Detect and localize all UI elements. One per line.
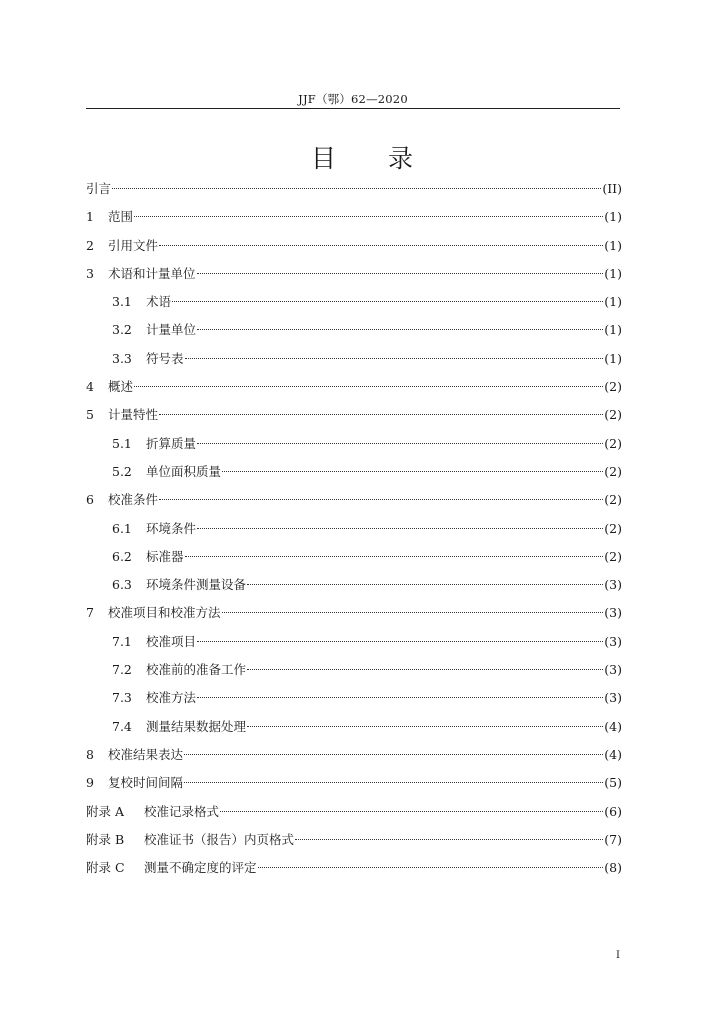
- toc-entry-label: 校准条件: [108, 492, 159, 508]
- document-header-code: JJF（鄂）62—2020: [298, 92, 408, 106]
- toc-entry-label: 折算质量: [146, 435, 197, 451]
- table-of-contents: [86, 175, 622, 882]
- toc-entry-number: 7.3: [112, 690, 132, 706]
- toc-entry-label: 复校时间间隔: [108, 775, 184, 791]
- toc-entry[interactable]: [86, 798, 622, 826]
- toc-entry-label: 校准方法: [146, 690, 197, 706]
- dot-leader: [185, 358, 604, 359]
- toc-entry-page: (2): [604, 492, 622, 508]
- toc-entry-number: 7: [86, 605, 94, 621]
- toc-entry-page: (1): [604, 237, 622, 253]
- dot-leader: [247, 669, 603, 670]
- dot-leader: [159, 414, 603, 415]
- dot-leader: [197, 273, 604, 274]
- toc-entry-label: 校准项目和校准方法: [108, 605, 221, 621]
- toc-entry[interactable]: [86, 656, 622, 684]
- toc-entry-page: (1): [604, 265, 622, 281]
- toc-entry-label: 术语和计量单位: [108, 265, 196, 281]
- toc-entry-number: 3.3: [112, 350, 132, 366]
- toc-entry[interactable]: [86, 684, 622, 712]
- toc-entry[interactable]: [86, 769, 622, 797]
- toc-entry-number: 3.2: [112, 322, 132, 338]
- toc-entry-label: 引用文件: [108, 237, 159, 253]
- toc-entry[interactable]: [86, 826, 622, 854]
- toc-entry-page: (2): [604, 520, 622, 536]
- toc-entry-number: 附录 A: [86, 803, 125, 819]
- toc-entry[interactable]: [86, 401, 622, 429]
- toc-entry-number: 6.2: [112, 548, 132, 564]
- toc-entry-page: (2): [604, 463, 622, 479]
- toc-entry-page: (4): [604, 746, 622, 762]
- toc-entry-page: (2): [604, 548, 622, 564]
- dot-leader: [197, 697, 603, 698]
- toc-entry[interactable]: [86, 203, 622, 231]
- page-title: 目 录: [311, 144, 435, 173]
- toc-entry-page: (3): [604, 662, 622, 678]
- toc-entry[interactable]: [86, 628, 622, 656]
- toc-entry-page: (3): [604, 690, 622, 706]
- toc-entry-page: (5): [604, 775, 622, 791]
- dot-leader: [220, 811, 603, 812]
- toc-entry-number: 5.1: [112, 435, 132, 451]
- toc-entry-page: (8): [604, 860, 622, 876]
- toc-entry-page: (1): [604, 322, 622, 338]
- dot-leader: [197, 329, 603, 330]
- dot-leader: [197, 528, 603, 529]
- toc-entry-label: 测量结果数据处理: [146, 718, 247, 734]
- dot-leader: [295, 839, 603, 840]
- dot-leader: [222, 612, 604, 613]
- toc-entry-label: 环境条件: [146, 520, 197, 536]
- toc-entry-page: (4): [604, 718, 622, 734]
- toc-entry-page: (3): [604, 605, 622, 621]
- toc-entry-page: (2): [604, 379, 622, 395]
- dot-leader: [185, 556, 604, 557]
- toc-entry-page: (2): [604, 435, 622, 451]
- dot-leader: [258, 867, 604, 868]
- dot-leader: [184, 754, 603, 755]
- dot-leader: [159, 499, 603, 500]
- dot-leader: [184, 782, 603, 783]
- dot-leader: [112, 188, 601, 189]
- toc-entry-page: (3): [604, 633, 622, 649]
- toc-entry-number: 8: [86, 746, 94, 762]
- header-divider: [86, 108, 620, 109]
- toc-entry-page: (1): [604, 209, 622, 225]
- toc-entry-label: 校准记录格式: [144, 803, 220, 819]
- toc-entry-number: 6: [86, 492, 94, 508]
- toc-entry[interactable]: [86, 232, 622, 260]
- dot-leader: [172, 301, 603, 302]
- toc-entry-label: 符号表: [146, 350, 184, 366]
- toc-entry[interactable]: [86, 345, 622, 373]
- toc-entry-label: 单位面积质量: [146, 463, 222, 479]
- toc-entry-page: (2): [604, 407, 622, 423]
- dot-leader: [134, 386, 603, 387]
- toc-entry-label: 校准证书（报告）内页格式: [144, 831, 295, 847]
- toc-entry[interactable]: [86, 741, 622, 769]
- toc-entry-page: (II): [602, 181, 622, 196]
- toc-entry[interactable]: [86, 260, 622, 288]
- dot-leader: [197, 641, 603, 642]
- toc-entry[interactable]: [86, 515, 622, 543]
- toc-entry[interactable]: [86, 571, 622, 599]
- toc-entry-page: (1): [604, 350, 622, 366]
- toc-entry-label: 标准器: [146, 548, 184, 564]
- toc-entry-number: 7.1: [112, 633, 132, 649]
- toc-entry-number: 附录 C: [86, 860, 125, 876]
- toc-entry-label: 术语: [146, 294, 172, 310]
- toc-entry[interactable]: [86, 543, 622, 571]
- dot-leader: [222, 471, 603, 472]
- toc-entry-number: 3.1: [112, 294, 132, 310]
- toc-entry[interactable]: [86, 373, 622, 401]
- toc-entry-label: 校准项目: [146, 633, 197, 649]
- toc-entry-number: 9: [86, 775, 94, 791]
- toc-entry-number: 1: [86, 209, 94, 225]
- toc-entry-number: 7.4: [112, 718, 132, 734]
- toc-entry[interactable]: [86, 288, 622, 316]
- toc-entry[interactable]: [86, 430, 622, 458]
- toc-entry-label: 环境条件测量设备: [146, 577, 247, 593]
- toc-entry[interactable]: [86, 713, 622, 741]
- dot-leader: [247, 726, 603, 727]
- dot-leader: [247, 584, 603, 585]
- toc-entry-number: 5: [86, 407, 94, 423]
- toc-entry-page: (1): [604, 294, 622, 310]
- toc-entry-page: (7): [604, 831, 622, 847]
- toc-entry[interactable]: [86, 599, 622, 627]
- toc-entry[interactable]: [86, 175, 622, 203]
- toc-entry[interactable]: [86, 854, 622, 882]
- toc-entry[interactable]: [86, 458, 622, 486]
- toc-entry-number: 2: [86, 237, 94, 253]
- toc-entry[interactable]: [86, 316, 622, 344]
- toc-entry-number: 3: [86, 265, 94, 281]
- toc-entry-label: 测量不确定度的评定: [144, 860, 257, 876]
- toc-entry-number: 4: [86, 379, 94, 395]
- dot-leader: [197, 443, 603, 444]
- toc-entry-page: (6): [604, 803, 622, 819]
- page-number: I: [616, 950, 620, 961]
- dot-leader: [159, 245, 603, 246]
- toc-entry[interactable]: [86, 486, 622, 514]
- dot-leader: [134, 216, 603, 217]
- toc-entry-label: 校准结果表达: [108, 746, 184, 762]
- toc-entry-label: 概述: [108, 379, 134, 395]
- toc-entry-label: 计量单位: [146, 322, 197, 338]
- toc-entry-label: 校准前的准备工作: [146, 662, 247, 678]
- toc-entry-label: 范围: [108, 209, 134, 225]
- toc-entry-label: 计量特性: [108, 407, 159, 423]
- toc-entry-number: 5.2: [112, 463, 132, 479]
- toc-entry-number: 附录 B: [86, 831, 125, 847]
- toc-entry-number: 7.2: [112, 662, 132, 678]
- toc-entry-number: 6.3: [112, 577, 132, 593]
- toc-entry-page: (3): [604, 577, 622, 593]
- toc-entry-number: 6.1: [112, 520, 132, 536]
- toc-entry-label: 引言: [86, 181, 112, 196]
